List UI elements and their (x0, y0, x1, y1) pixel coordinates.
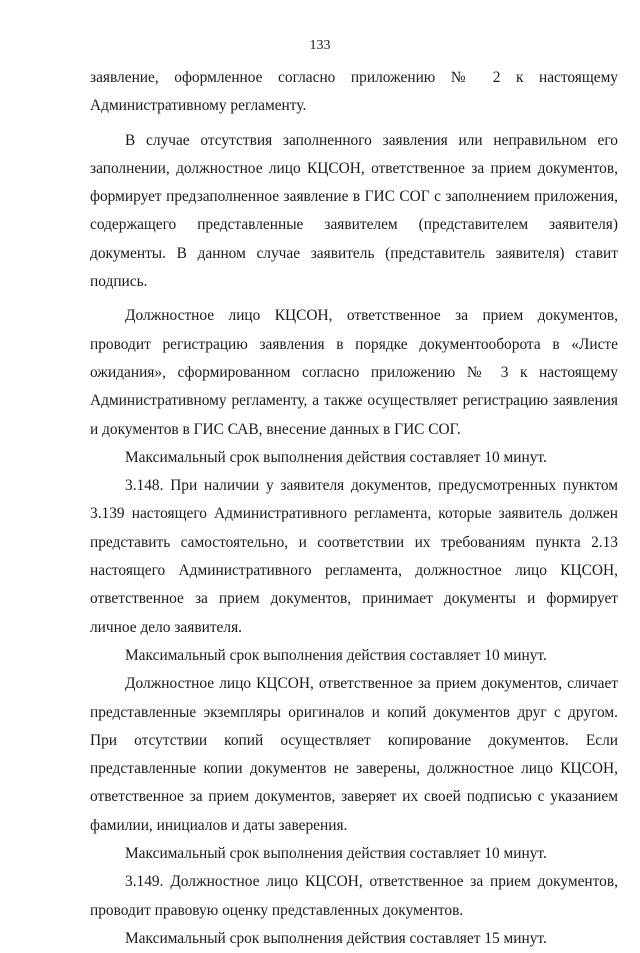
paragraph: Максимальный срок выполнения действия составляет 10 минут. (125, 646, 547, 664)
paragraph-continuation: заявление, оформленное согласно приложению № 2 к настоящему Административному регламенту. (90, 69, 618, 115)
paragraph: В случае отсутствия заполненного заявления или неправильном его заполнении, должностное лицо КЦСОН, ответственное за прием документов, формирует предзаполненное заявление в ГИС СОГ с заполнением приложения, содержащего представленные заявителем (представителем заявителя) документы. В данном случае заявитель (представитель заявителя) ставит подпись. (90, 131, 618, 291)
paragraph-3-148: 3.148. При наличии у заявителя документов, предусмотренных пунктом 3.139 настоящего Административного регламента, которые заявитель должен представить самостоятельно, и соответствии их требованиям пункта 2.13 настоящего Административного регламента, должностное лицо КЦСОН, ответственное за прием документов, принимает документы и формирует личное дело заявителя. (90, 477, 618, 636)
paragraph: Должностное лицо КЦСОН, ответственное за прием документов, проводит регистрацию заявления в порядке документооборота в «Листе ожидания», сформированном согласно приложению № 3 к настоящему Административному регламенту, а также осуществляет регистрацию заявления и документов в ГИС САВ, внесение данных в ГИС СОГ. (90, 307, 618, 438)
document-body (90, 64, 618, 953)
paragraph-3-149: 3.149. Должностное лицо КЦСОН, ответственное за прием документов, проводит правовую оценку представленных документов. (90, 873, 618, 919)
page-number: 133 (309, 38, 331, 53)
paragraph: Должностное лицо КЦСОН, ответственное за прием документов, сличает представленные экземпляры оригиналов и копий документов друг с другом. При отсутствии копий осуществляет копирование документов. Если представленные копии документов не заверены, должностное лицо КЦСОН, ответственное за прием документов, заверяет их своей подписью с указанием фамилии, инициалов и даты заверения. (90, 675, 618, 834)
paragraph: Максимальный срок выполнения действия составляет 10 минут. (125, 845, 547, 863)
paragraph: Максимальный срок выполнения действия составляет 10 минут. (125, 448, 547, 466)
paragraph: Максимальный срок выполнения действия составляет 15 минут. (125, 929, 547, 947)
